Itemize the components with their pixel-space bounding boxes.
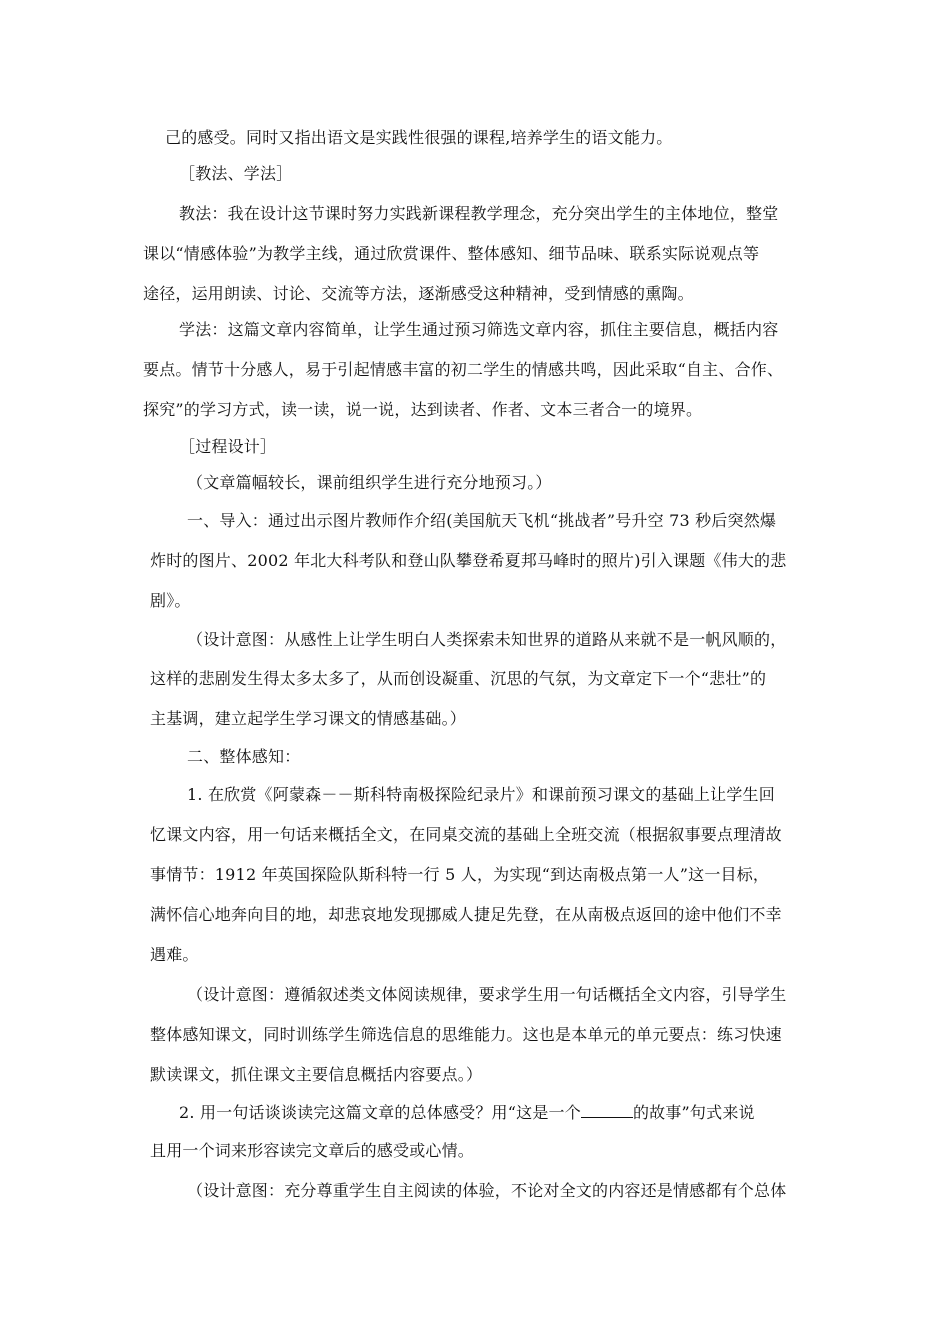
paragraph-line: 这样的悲剧发生得太多太多了，从而创设凝重、沉思的气氛，为文章定下一个“悲壮”的: [150, 669, 767, 688]
paragraph-line: 课以“情感体验”为教学主线，通过欣赏课件、整体感知、细节品味、联系实际说观点等: [143, 244, 760, 263]
sentence-part: 2. 用一句话谈谈读完这篇文章的总体感受？用“这是一个: [179, 1103, 581, 1122]
paragraph-line: （设计意图：充分尊重学生自主阅读的体验，不论对全文的内容还是情感都有个总体: [187, 1181, 787, 1200]
paragraph-line: 探究”的学习方式，读一读，说一说，达到读者、作者、文本三者合一的境界。: [143, 400, 703, 419]
section-heading-overview: 二、整体感知：: [187, 747, 301, 766]
paragraph-line: 整体感知课文，同时训练学生筛选信息的思维能力。这也是本单元的单元要点：练习快速: [150, 1025, 782, 1044]
paragraph-line: 遇难。: [150, 945, 199, 964]
fill-in-blank: [581, 1103, 633, 1118]
paragraph-line: 剧》。: [150, 591, 191, 610]
paragraph-line: [179, 1103, 755, 1123]
paragraph-line: 且用一个词来形容读完文章后的感受或心情。: [150, 1141, 475, 1160]
paragraph-line: 满怀信心地奔向目的地，却悲哀地发现挪威人捷足先登，在从南极点返回的途中他们不幸: [150, 905, 782, 924]
paragraph-line: 途径，运用朗读、讨论、交流等方法，逐渐感受这种精神，受到情感的熏陶。: [143, 284, 694, 303]
paragraph-line: 要点。情节十分感人，易于引起情感丰富的初二学生的情感共鸣，因此采取“自主、合作、: [143, 360, 784, 379]
paragraph-line: 忆课文内容，用一句话来概括全文，在同桌交流的基础上全班交流（根据叙事要点理清故: [150, 825, 782, 844]
paragraph-line: （文章篇幅较长，课前组织学生进行充分地预习。）: [187, 473, 552, 492]
section-heading-methods: ［教法、学法］: [179, 164, 293, 183]
sentence-part: 的故事”句式来说: [632, 1103, 755, 1122]
paragraph-line: 1. 在欣赏《阿蒙森－－斯科特南极探险纪录片》和课前预习课文的基础上让学生回: [187, 785, 775, 804]
paragraph-line: 一、导入：通过出示图片教师作介绍(美国航天飞机“挑战者”号升空 73 秒后突然爆: [187, 511, 777, 530]
paragraph-line: 默读课文，抓住课文主要信息概括内容要点。）: [150, 1065, 483, 1084]
paragraph-line: 教法：我在设计这节课时努力实践新课程教学理念，充分突出学生的主体地位，整堂: [179, 204, 779, 223]
paragraph-line: 学法：这篇文章内容简单，让学生通过预习筛选文章内容，抓住主要信息，概括内容: [179, 320, 779, 339]
paragraph-line: 己的感受。同时又指出语文是实践性很强的课程,培养学生的语文能力。: [165, 128, 673, 147]
paragraph-line: 主基调，建立起学生学习课文的情感基础。）: [150, 709, 467, 728]
paragraph-line: （设计意图：从感性上让学生明白人类探索未知世界的道路从来就不是一帆风顺的，: [187, 630, 787, 649]
paragraph-line: 事情节：1912 年英国探险队斯科特一行 5 人，为实现“到达南极点第一人”这一目标，: [150, 865, 770, 884]
section-heading-process: ［过程设计］: [179, 437, 277, 456]
paragraph-line: （设计意图：遵循叙述类文体阅读规律，要求学生用一句话概括全文内容，引导学生: [187, 985, 787, 1004]
paragraph-line: 炸时的图片、2002 年北大科考队和登山队攀登希夏邦马峰时的照片)引入课题《伟大的悲: [150, 551, 787, 570]
